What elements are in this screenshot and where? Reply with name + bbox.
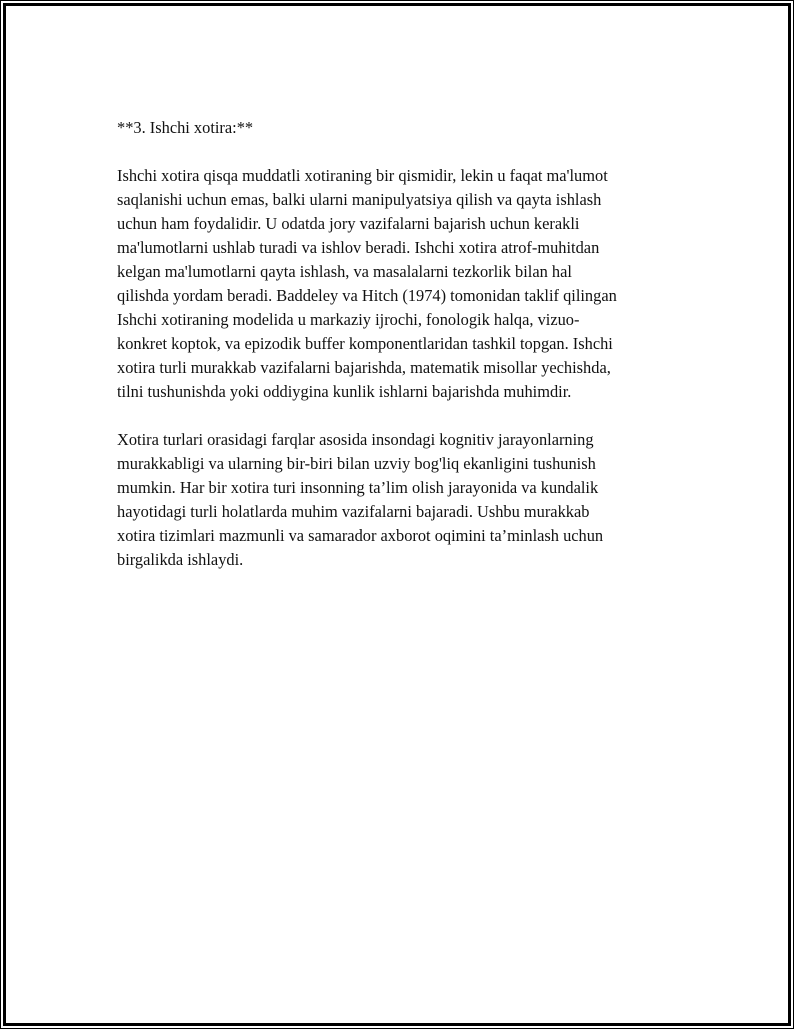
- section-heading: **3. Ishchi xotira:**: [117, 118, 254, 137]
- text-line: konkret koptok, va epizodik buffer komponentlaridan tashkil topgan. Ishchi: [117, 334, 613, 353]
- paragraph-memory-types: [117, 428, 687, 572]
- text-line: saqlanishi uchun emas, balki ularni manipulyatsiya qilish va qayta ishlash: [117, 190, 602, 209]
- text-line: Ishchi xotira qisqa muddatli xotiraning bir qismidir, lekin u faqat ma'lumot: [117, 166, 608, 185]
- text-line: xotira tizimlari mazmunli va samarador axborot oqimini ta’minlash uchun: [117, 526, 604, 545]
- text-line: kelgan ma'lumotlarni qayta ishlash, va masalalarni tezkorlik bilan hal: [117, 262, 572, 281]
- text-line: birgalikda ishlaydi.: [117, 550, 244, 569]
- text-line: hayotidagi turli holatlarda muhim vazifalarni bajaradi. Ushbu murakkab: [117, 502, 590, 521]
- text-line: qilishda yordam beradi. Baddeley va Hitch (1974) tomonidan taklif qilingan: [117, 286, 617, 305]
- text-line: xotira turli murakkab vazifalarni bajarishda, matematik misollar yechishda,: [117, 358, 611, 377]
- text-line: uchun ham foydalidir. U odatda jory vazifalarni bajarish uchun kerakli: [117, 214, 580, 233]
- document-body: [117, 116, 687, 596]
- text-line: murakkabligi va ularning bir-biri bilan uzviy bog'liq ekanligini tushunish: [117, 454, 596, 473]
- text-line: ma'lumotlarni ushlab turadi va ishlov beradi. Ishchi xotira atrof-muhitdan: [117, 238, 600, 257]
- text-line: tilni tushunishda yoki oddiygina kunlik ishlarni bajarishda muhimdir.: [117, 382, 572, 401]
- text-line: mumkin. Har bir xotira turi insonning ta’lim olish jarayonida va kundalik: [117, 478, 599, 497]
- text-line: Ishchi xotiraning modelida u markaziy ijrochi, fonologik halqa, vizuo-: [117, 310, 580, 329]
- paragraph-working-memory: [117, 164, 687, 404]
- text-line: Xotira turlari orasidagi farqlar asosida insondagi kognitiv jarayonlarning: [117, 430, 594, 449]
